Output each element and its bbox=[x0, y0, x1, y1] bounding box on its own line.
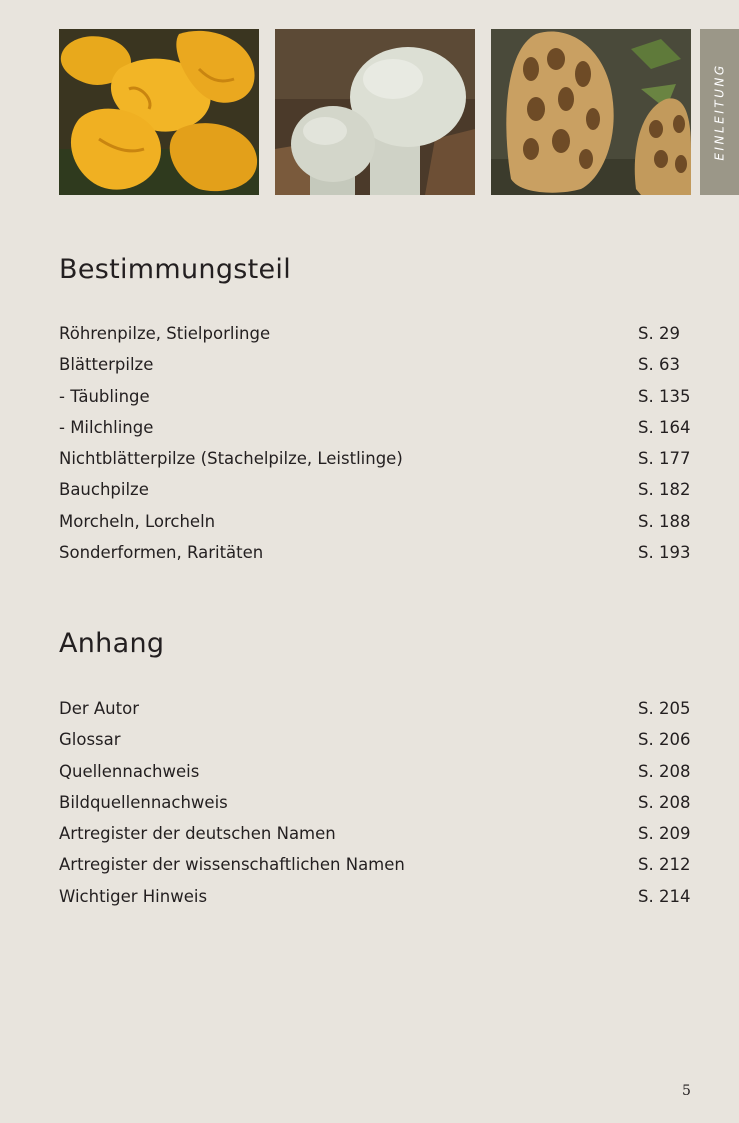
toc-entry-label: Röhrenpilze, Stielporlinge bbox=[59, 324, 271, 343]
toc-entry-page: S. 182 bbox=[638, 480, 691, 500]
toc-entry-label: Wichtiger Hinweis bbox=[59, 886, 208, 906]
toc-entry-label: Bildquellennachweis bbox=[59, 792, 228, 812]
toc-entry-page: S. 193 bbox=[638, 543, 691, 563]
toc-entry-page: S. 164 bbox=[638, 417, 691, 437]
photo-chanterelle bbox=[59, 29, 259, 195]
photo-puffball bbox=[275, 29, 475, 195]
toc-entry-page: S. 177 bbox=[638, 449, 691, 469]
toc-entry[interactable] bbox=[59, 855, 690, 886]
toc-entry-label: Artregister der deutschen Namen bbox=[59, 824, 336, 844]
section-title-anhang: Anhang bbox=[59, 628, 165, 659]
toc-entry[interactable] bbox=[59, 543, 690, 574]
toc-entry-label: Glossar bbox=[59, 730, 121, 750]
toc-entry[interactable] bbox=[59, 449, 690, 480]
photo-morel bbox=[491, 29, 691, 195]
toc-entry[interactable] bbox=[59, 887, 690, 918]
toc-anhang bbox=[59, 699, 690, 918]
toc-entry[interactable] bbox=[59, 762, 690, 793]
toc-entry-page: S. 206 bbox=[638, 730, 691, 750]
toc-entry-label: Sonderformen, Raritäten bbox=[59, 543, 264, 563]
section-tab bbox=[700, 29, 739, 195]
toc-entry-page: S. 209 bbox=[638, 824, 691, 844]
toc-entry[interactable] bbox=[59, 355, 690, 386]
toc-entry-label: Morcheln, Lorcheln bbox=[59, 511, 216, 531]
toc-entry-label: Quellennachweis bbox=[59, 761, 200, 781]
toc-entry-label: - Täublinge bbox=[59, 386, 150, 406]
section-title-bestimmungsteil: Bestimmungsteil bbox=[59, 254, 292, 285]
toc-entry-page: S. 63 bbox=[638, 355, 680, 375]
toc-bestimmungsteil bbox=[59, 324, 690, 574]
toc-entry-label: Nichtblätterpilze (Stachelpilze, Leistlinge) bbox=[59, 449, 403, 469]
toc-entry[interactable] bbox=[59, 793, 690, 824]
toc-entry[interactable] bbox=[59, 480, 690, 511]
toc-entry-page: S. 214 bbox=[638, 886, 691, 906]
toc-entry[interactable] bbox=[59, 730, 690, 761]
toc-entry-label: Bauchpilze bbox=[59, 480, 149, 500]
section-tab-label: EINLEITUNG bbox=[712, 63, 727, 161]
toc-entry-page: S. 212 bbox=[638, 855, 691, 875]
toc-entry-page: S. 208 bbox=[638, 761, 691, 781]
page-number: 5 bbox=[682, 1083, 691, 1099]
toc-entry-page: S. 208 bbox=[638, 792, 691, 812]
toc-entry-label: Artregister der wissenschaftlichen Namen bbox=[59, 855, 405, 875]
toc-entry-label: - Milchlinge bbox=[59, 417, 154, 437]
toc-entry-page: S. 135 bbox=[638, 386, 691, 406]
toc-entry-page: S. 188 bbox=[638, 511, 691, 531]
toc-entry[interactable] bbox=[59, 387, 690, 418]
toc-entry-page: S. 29 bbox=[638, 324, 680, 343]
toc-entry[interactable] bbox=[59, 512, 690, 543]
toc-entry[interactable] bbox=[59, 418, 690, 449]
toc-entry-page: S. 205 bbox=[638, 699, 691, 718]
toc-entry-label: Blätterpilze bbox=[59, 355, 154, 375]
toc-entry[interactable] bbox=[59, 824, 690, 855]
toc-entry[interactable] bbox=[59, 324, 690, 355]
toc-entry-label: Der Autor bbox=[59, 699, 139, 718]
toc-entry[interactable] bbox=[59, 699, 690, 730]
